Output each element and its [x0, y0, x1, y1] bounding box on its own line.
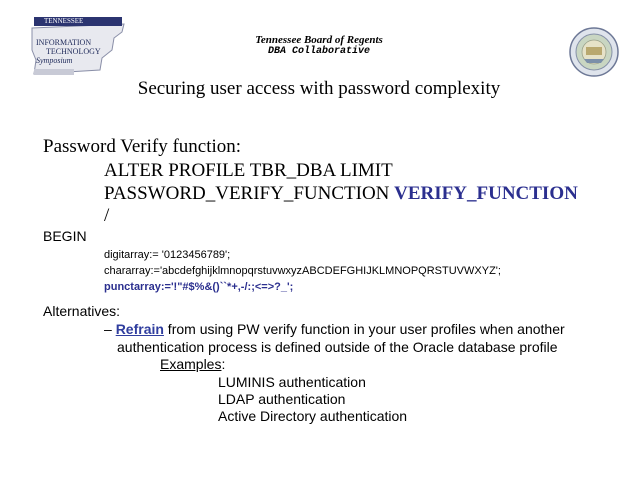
digitarray-line: digitarray:= '0123456789'; — [104, 249, 231, 261]
alter-profile-line: ALTER PROFILE TBR_DBA LIMIT — [104, 160, 393, 181]
header-organization: Tennessee Board of Regents — [255, 34, 383, 46]
verify-function-line — [104, 183, 578, 205]
alternative-line-1 — [104, 321, 565, 337]
alternative-line-1-rest: from using PW verify function in your user profiles when another — [163, 321, 565, 337]
slash-line: / — [104, 205, 110, 226]
refrain-link[interactable]: Refrain — [115, 321, 164, 337]
examples-word: Examples — [160, 356, 222, 372]
logo-line-4: Symposium — [36, 56, 73, 65]
verify-function-prefix: PASSWORD_VERIFY_FUNCTION — [104, 183, 395, 204]
logo-line-3: TECHNOLOGY — [46, 47, 101, 56]
examples-colon: : — [221, 356, 226, 372]
example-item: LDAP authentication — [218, 391, 346, 407]
chararray-line: chararray:='abcdefghijklmnopqrstuvwxyzABCDEFGHIJKLMNOPQRSTUVWXYZ'; — [104, 265, 501, 277]
alternative-line-2: authentication process is defined outside of the Oracle database profile — [117, 339, 558, 355]
punctarray-line: punctarray:='!"#$%&()``*+,-/:;<=>?_'; — [104, 281, 294, 293]
state-seal — [569, 27, 619, 77]
logo-line-2: INFORMATION — [36, 38, 92, 47]
dash-bullet: – — [104, 321, 116, 337]
examples-label — [160, 356, 225, 372]
tennessee-seal-icon — [569, 27, 619, 77]
logo-line-1: TENNESSEE — [44, 17, 84, 25]
example-item: LUMINIS authentication — [218, 374, 366, 390]
verify-heading: Password Verify function: — [43, 136, 242, 157]
header-subtitle: DBA Collaborative — [267, 46, 371, 57]
verify-function-name: VERIFY_FUNCTION — [394, 183, 578, 204]
begin-keyword: BEGIN — [43, 228, 87, 244]
example-item: Active Directory authentication — [218, 408, 408, 424]
alternatives-heading: Alternatives: — [43, 303, 121, 319]
slide-title: Securing user access with password complexity — [137, 78, 501, 99]
